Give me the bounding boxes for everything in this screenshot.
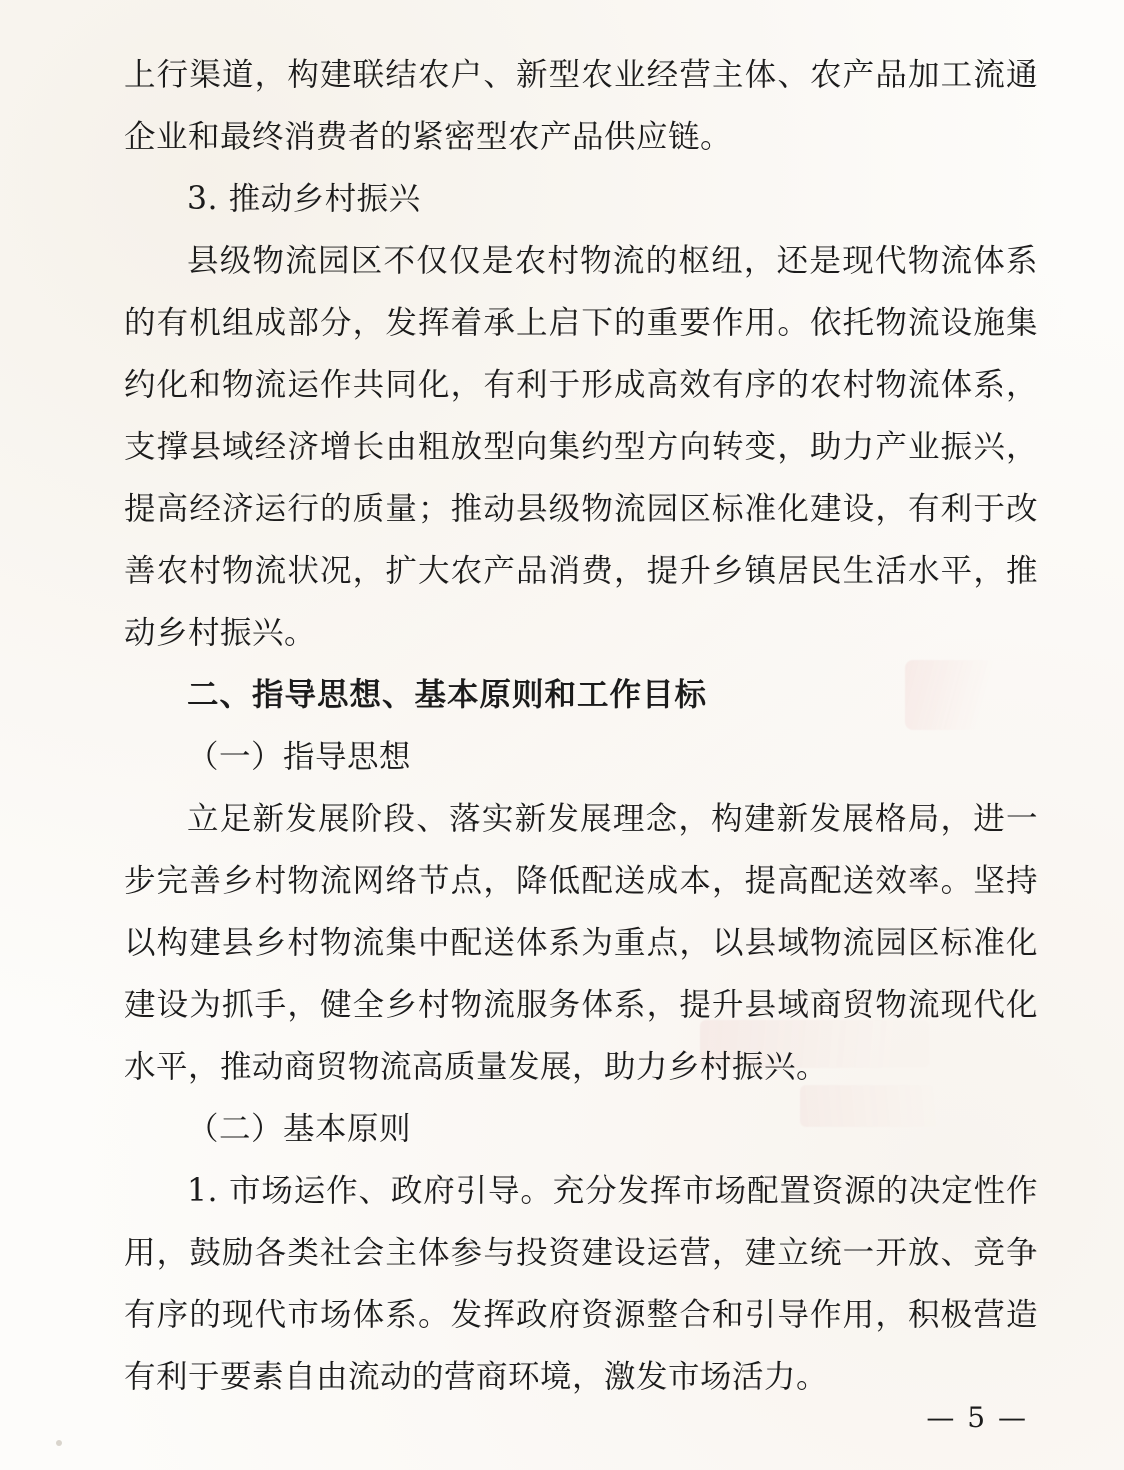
paragraph-rural-revitalization: 县级物流园区不仅仅是农村物流的枢纽，还是现代物流体系的有机组成部分，发挥着承上启下的重要作用。依托物流设施集约化和物流运作共同化，有利于形成高效有序的农村物流体系，支撑县域经济增长由粗放型向集约型方向转变，助力产业振兴，提高经济运行的质量；推动县级物流园区标准化建设，有利于改善农村物流状况，扩大农产品消费，提升乡镇居民生活水平，推动乡村振兴。 xyxy=(124,243,1038,651)
list-heading-3: 3. 推动乡村振兴 xyxy=(187,181,421,217)
paragraph-principle-1: 1. 市场运作、政府引导。充分发挥市场配置资源的决定性作用，鼓励各类社会主体参与投资建设运营，建立统一开放、竞争有序的现代市场体系。发挥政府资源整合和引导作用，积极营造有利于要素自由流动的营商环境，激发市场活力。 xyxy=(124,1173,1038,1395)
sub-heading-guiding-ideology: （一）指导思想 xyxy=(187,739,412,775)
page-number: — 5 — xyxy=(926,1401,1028,1434)
sub-heading-basic-principles: （二）基本原则 xyxy=(187,1111,412,1147)
paragraph-guiding-ideology: 立足新发展阶段、落实新发展理念，构建新发展格局，进一步完善乡村物流网络节点，降低配送成本，提高配送效率。坚持以构建县乡村物流集中配送体系为重点，以县域物流园区标准化建设为抓手，健全乡村物流服务体系，提升县域商贸物流现代化水平，推动商贸物流高质量发展，助力乡村振兴。 xyxy=(124,801,1038,1085)
document-body xyxy=(124,44,1038,1408)
scan-edge-mark xyxy=(56,1440,62,1446)
section-heading-two: 二、指导思想、基本原则和工作目标 xyxy=(187,676,708,713)
paragraph-continued: 上行渠道，构建联结农户、新型农业经营主体、农产品加工流通企业和最终消费者的紧密型农产品供应链。 xyxy=(124,57,1038,155)
